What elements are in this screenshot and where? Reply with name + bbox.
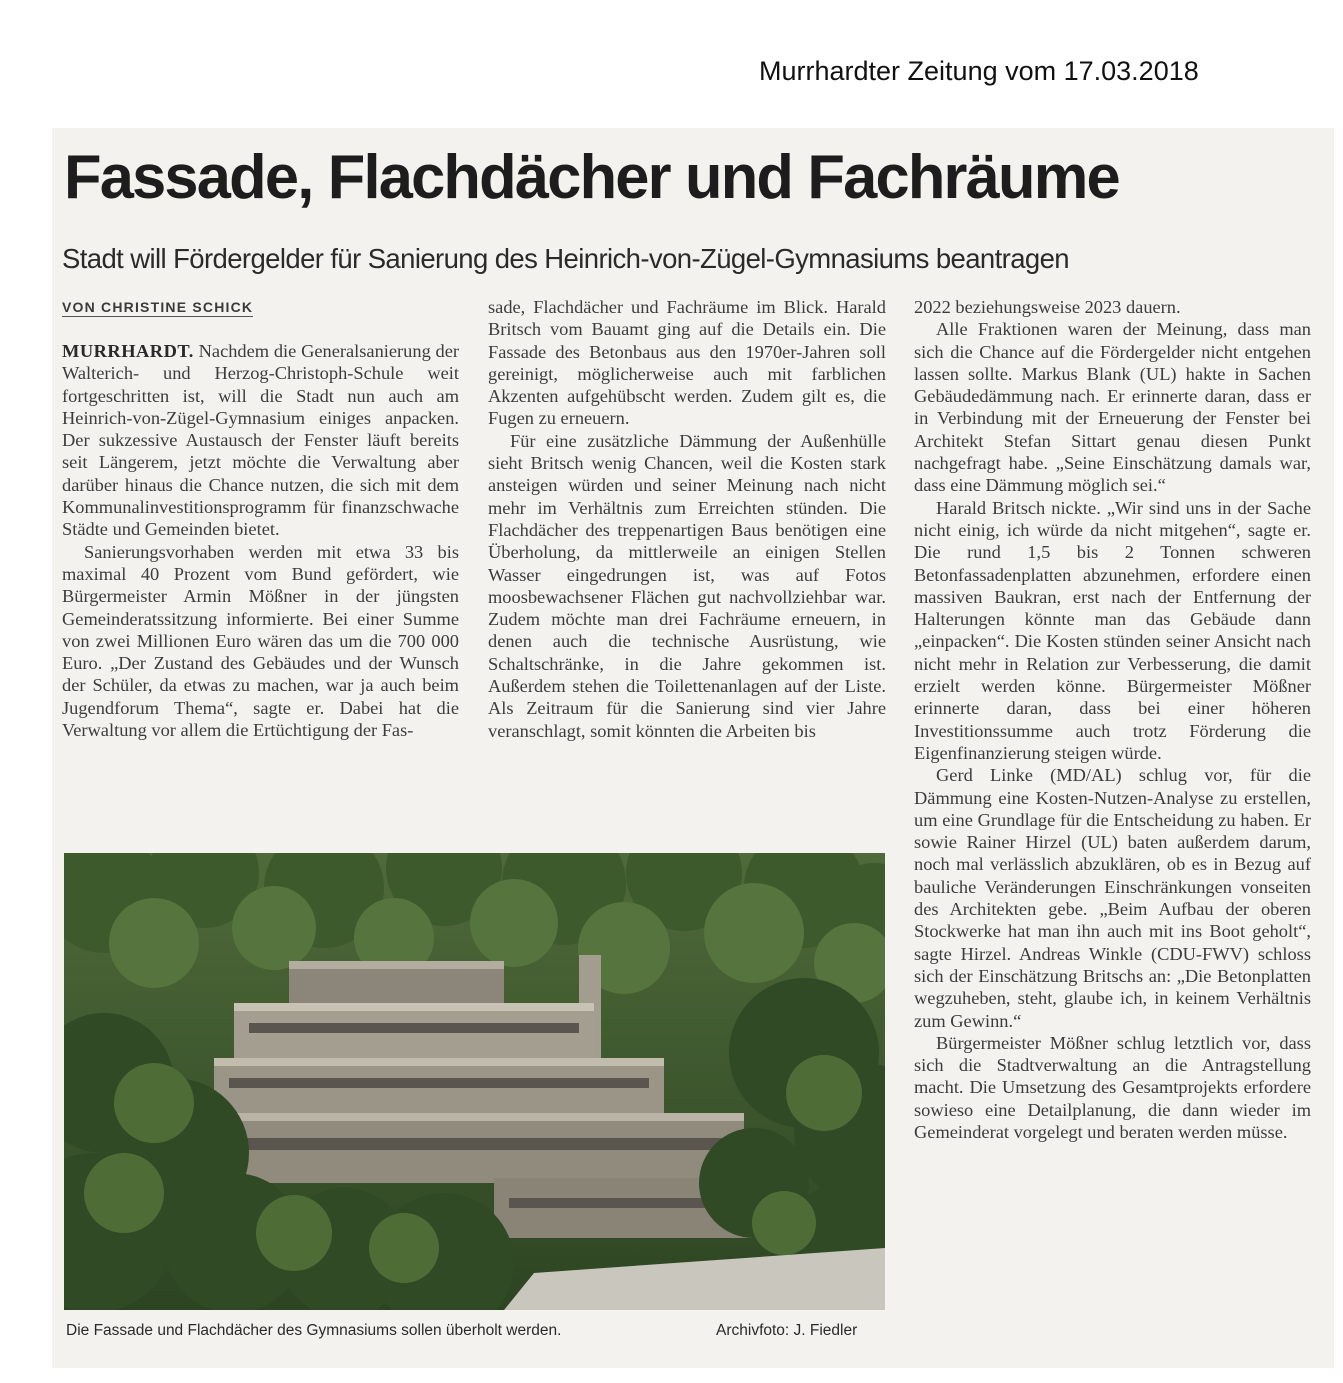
- photo-credit: Archivfoto: J. Fiedler: [716, 1322, 858, 1339]
- paragraph: Harald Britsch nickte. „Wir sind uns in der Sache nicht einig, ich würde da nicht mitgehen“, sagte er. Die rund 1,5 bis 2 Tonnen schweren Betonfassadenplatten abzunehmen, erfordere einen massiven Baukran, erst nach der Entfernung der Halterungen könnte man das Gebäude dann „einpacken“. Die Kosten stünden seiner Ansicht nach nicht mehr in Relation zur Verbesserung, die damit erzielt werden könne. Bürgermeister Mößner erinnerte daran, dass bei einer höheren Investitionssumme auch trotz Förderung die Eigenfinanzierung steigen würde.: [914, 497, 1311, 763]
- paragraph: Alle Fraktionen waren der Meinung, dass man sich die Chance auf die Fördergelder nicht entgehen lassen sollte. Markus Blank (UL) hakte in Sachen Gebäudedämmung nach. Er erinnerte daran, dass er in Verbindung mit der Erneuerung der Fenster bei Architekt Stefan Sittart genau diesen Punkt nachgefragt habe. „Seine Einschätzung damals war, dass eine Dämmung möglich sei.“: [914, 319, 1311, 496]
- photo-illustration: [64, 853, 885, 1310]
- paragraph: 2022 beziehungsweise 2023 dauern.: [914, 297, 1181, 317]
- paragraph: [62, 340, 459, 541]
- article-column-1: [62, 340, 459, 741]
- article-subheadline: Stadt will Fördergelder für Sanierung des Heinrich-von-Zügel-Gymnasiums beantragen: [62, 243, 1069, 274]
- paragraph: Für eine zusätzliche Dämmung der Außenhülle sieht Britsch wenig Chancen, weil die Kosten stark ansteigen würden und seiner Meinung nach nicht mehr im Verhältnis zum Erreichten stünden. Die Flachdächer des treppenartigen Baus benötigen eine Überholung, da mittlerweile an einigen Stellen Wasser eingedrungen ist, was auf Fotos moosbewachsener Flächen gut nachvollziehbar war. Zudem möchte man drei Fachräume erneuern, in denen auch die technische Ausrüstung, wie Schaltschränke, in die Jahre gekommen ist. Außerdem stehen die Toilettenanlagen auf der Liste. Als Zeitraum für die Sanierung sind vier Jahre veranschlagt, somit könnten die Arbeiten bis: [488, 430, 886, 741]
- article-column-2: [488, 296, 886, 742]
- article-headline: Fassade, Flachdächer und Fachräume: [64, 143, 1119, 212]
- school-building-photo: [64, 853, 885, 1310]
- source-line: Murrhardter Zeitung vom 17.03.2018: [759, 56, 1199, 86]
- article-byline: VON CHRISTINE SCHICK: [62, 299, 254, 315]
- paragraph: Gerd Linke (MD/AL) schlug vor, für die Dämmung eine Kosten-Nutzen-Analyse zu erstellen, um eine Grundlage für die Entscheidung zu haben. Er sowie Rainer Hirzel (UL) baten außerdem darum, noch mal verlässlich abzuklären, ob es in Bezug auf bauliche Veränderungen Einschränkungen vonseiten des Architekten gebe. „Beim Aufbau der oberen Stockwerke hat man ihn auch mit ins Boot geholt“, sagte Hirzel. Andreas Winkle (CDU-FWV) schloss sich der Einschätzung Britschs an: „Die Betonplatten wegzuheben, steht, glaube ich, in keinem Verhältnis zum Gewinn.“: [914, 765, 1311, 1031]
- paragraph: sade, Flachdächer und Fachräume im Blick. Harald Britsch vom Bauamt ging auf die Details ein. Die Fassade des Betonbaus aus den 1970er-Jahren soll gereinigt, möglicherweise auch mit farblichen Akzenten aufgehübscht werden. Zudem gilt es, die Fugen zu erneuern.: [488, 297, 886, 429]
- photo-caption: Die Fassade und Flachdächer des Gymnasiums sollen überholt werden.: [66, 1322, 562, 1339]
- paragraph-text: Nachdem die Generalsanierung der Walterich- und Herzog-Christoph-Schule weit fortgeschritten ist, will die Stadt nun auch am Heinrich-von-Zügel-Gymnasium einiges anpacken. Der sukzessive Austausch der Fenster läuft bereits seit Längerem, jetzt möchte die Verwaltung aber darüber hinaus die Chance nutzen, die sich mit dem Kommunalinvestitionsprogramm für finanzschwache Städte und Gemeinden bietet.: [62, 341, 459, 540]
- dateline: MURRHARDT.: [62, 341, 194, 361]
- paragraph: Bürgermeister Mößner schlug letztlich vor, dass sich die Stadtverwaltung an die Antragstellung macht. Die Umsetzung des Gesamtprojekts erfordere sowieso eine Detailplanung, die dann wieder im Gemeinderat vorgelegt und beraten werden müsse.: [914, 1032, 1311, 1142]
- paragraph: Sanierungsvorhaben werden mit etwa 33 bis maximal 40 Prozent vom Bund gefördert, wie Bürgermeister Armin Mößner in der jüngsten Gemeinderatssitzung informierte. Bei einer Summe von zwei Millionen Euro wären das um die 700 000 Euro. „Der Zustand des Gebäudes und der Wunsch der Schüler, da etwas zu machen, war ja auch beim Jugendforum Thema“, sagte er. Dabei hat die Verwaltung vor allem die Ertüchtigung der Fas-: [62, 541, 459, 741]
- article-column-3: [914, 296, 1311, 1143]
